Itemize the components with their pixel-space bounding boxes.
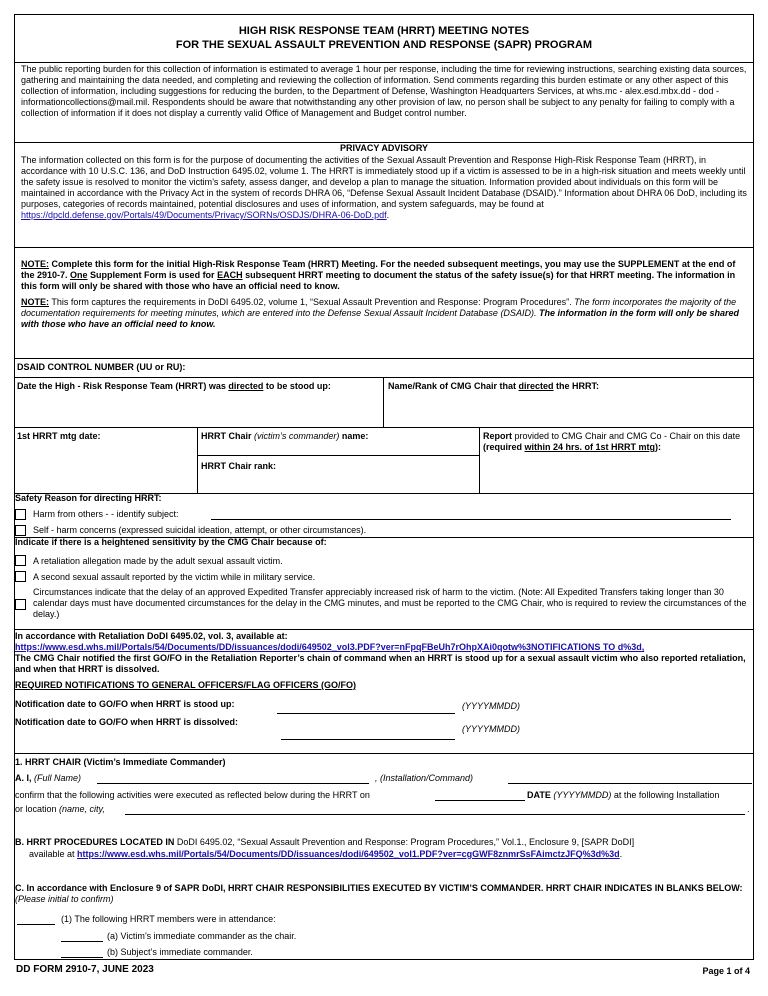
installation-field[interactable] xyxy=(508,783,752,784)
note1-c: Supplement Form is used for xyxy=(87,270,218,280)
form-frame xyxy=(14,14,754,960)
privacy-sorn-link[interactable]: https://dpcld.defense.gov/Portals/49/Documents/Privacy/SORNs/OSDJS/DHRA-06-DoD.pdf xyxy=(21,210,387,220)
form-title xyxy=(15,24,753,52)
full-name-label xyxy=(15,773,81,784)
gofo-dissolved-field[interactable] xyxy=(281,739,455,740)
s1-b-text: DoDI 6495.02, “Sexual Assault Prevention and Response: Program Procedures,” Vol.1., Enclosure 9, [SAPR DoDI] xyxy=(174,837,635,847)
gofo-heading: REQUIRED NOTIFICATIONS TO GENERAL OFFICERS/FLAG OFFICERS (GO/FO) xyxy=(15,680,357,690)
rp-a: provided to CMG Chair and CMG Co - Chair on this date xyxy=(512,431,741,441)
item1a-label: (a) Victim’s immediate commander as the chair. xyxy=(107,931,297,941)
note1-d: subsequent HRRT meeting to document the status of the safety issue(s) for that HRRT meeting. The information in this form will only be shared with those who have an official need to know. xyxy=(21,270,736,291)
s1-loc-i: (name, city, xyxy=(59,804,105,814)
hrrt-date-field[interactable] xyxy=(435,800,525,801)
s1-b-bold: B. HRRT PROCEDURES LOCATED IN xyxy=(15,837,175,847)
self-harm-label: Self - harm concerns (expressed suicidal ideation, attempt, or other circumstances). xyxy=(33,525,367,535)
report-date-label[interactable] xyxy=(483,431,749,453)
note1-a: Complete this form for the initial High-Risk Response Team (HRRT) Meeting. For the needed subsequent meetings, you may use the xyxy=(49,259,618,269)
rp-b1: Report xyxy=(483,431,512,441)
harm-others-checkbox[interactable] xyxy=(15,509,26,520)
location-field[interactable] xyxy=(125,814,745,815)
note2-label: NOTE: xyxy=(21,297,49,307)
privacy-end: . xyxy=(386,210,390,220)
note1-b: SUPPLEMENT at the end of the 2910-7. xyxy=(21,259,736,280)
gofo-stood-up-format: (YYYYMMDD) xyxy=(462,701,520,711)
initial-item1-field[interactable] xyxy=(17,924,55,925)
note2-a: This form captures the requirements in DoDI 6495.02, volume 1, “Sexual Assault Prevention and Response: Program Procedures”. xyxy=(49,297,575,307)
initial-item1b-field[interactable] xyxy=(61,957,103,958)
hc-a: HRRT Chair xyxy=(201,431,255,441)
retaliation-allegation-checkbox[interactable] xyxy=(15,555,26,566)
gofo-stood-up-label: Notification date to GO/FO when HRRT is stood up: xyxy=(15,699,235,709)
note1-one: One xyxy=(70,270,88,280)
privacy-body: The information collected on this form is for the purpose of documenting the activities of the Sexual Assault Prevention and Response High-Risk Response Team (HRRT), in accordance with 10 U.S.C. 136, and DoD Instruction 6495.02, volume 1. The HRRT is immediately stood up if a victim is assessed to be in a high-risk situation and meets weekly until the safety issue is resolved to monitor the victim’s safety, assess danger, and develop a plan to manage the situation. Information provided about individuals on this form will be maintained in accordance with the Privacy Act in the system of records DHRA 06, “Defense Sexual Assault Incident Database (DSAID).” Information about DHRA 06 DoD, including its purposes, categories of records maintained, potential disclosures and uses of information, and system safeguards, may be found at xyxy=(21,155,747,209)
date-label xyxy=(527,790,719,801)
s1-loc-a: or location xyxy=(15,804,57,814)
s1-c-bold: C. In accordance with Enclosure 9 of SAPR DoDI, HRRT CHAIR RESPONSIBILITIES EXECUTED BY VICTIM’S COMMANDER. HRRT CHAIR INDICATES IN BLANKS BELOW: xyxy=(15,883,743,893)
gofo-dissolved-format: (YYYYMMDD) xyxy=(462,724,520,734)
form-number: DD FORM 2910-7, JUNE 2023 xyxy=(16,964,154,975)
subject-field[interactable] xyxy=(211,519,731,520)
s1-c-i: (Please initial to confirm) xyxy=(15,894,114,904)
cc-a: Name/Rank of CMG Chair that xyxy=(388,381,519,391)
s1-date-after: at the following Installation xyxy=(613,790,720,800)
rp-b3: ): xyxy=(655,442,662,452)
note-requirements xyxy=(21,297,747,330)
title-line-1: HIGH RISK RESPONSE TEAM (HRRT) MEETING NOTES xyxy=(238,25,530,37)
rp-b2: (required xyxy=(483,442,525,452)
directed-date-label[interactable] xyxy=(17,381,331,392)
location-label xyxy=(15,804,105,815)
s1-b-end: . xyxy=(619,849,623,859)
s1-date-b: DATE xyxy=(527,790,551,800)
cc-b: the HRRT: xyxy=(553,381,600,391)
item1-label: (1) The following HRRT members were in attendance: xyxy=(61,914,276,924)
responsibilities-heading xyxy=(15,883,747,905)
gofo-stood-up-field[interactable] xyxy=(277,713,455,714)
initial-item1a-field[interactable] xyxy=(61,941,103,942)
location-end: . xyxy=(747,804,750,814)
note1-each: EACH xyxy=(217,270,243,280)
full-name-field[interactable] xyxy=(97,783,369,784)
expedited-transfer-checkbox[interactable] xyxy=(15,599,26,610)
retaliation-link[interactable]: https://www.esd.whs.mil/Portals/54/Documents/DD/issuances/dodi/649502_vol3.PDF?ver=nFpqFBeUh7rOhpXAi0qotw%3NOTIFICATIONS TO d%3d, xyxy=(15,642,645,652)
s1-a-label: A. I, xyxy=(15,773,32,783)
gofo-dissolved-label: Notification date to GO/FO when HRRT is dissolved: xyxy=(15,717,239,727)
cmg-chair-label[interactable] xyxy=(388,381,599,392)
title-line-2: FOR THE SEXUAL ASSAULT PREVENTION AND RESPONSE (SAPR) PROGRAM xyxy=(175,39,593,51)
dd-b: to be stood up: xyxy=(263,381,331,391)
confirm-text: confirm that the following activities were executed as reflected below during the HRRT on xyxy=(15,790,370,800)
first-mtg-date-label[interactable]: 1st HRRT mtg date: xyxy=(17,431,101,441)
procedures-link[interactable]: https://www.esd.whs.mil/Portals/54/Documents/DD/issuances/dodi/649502_vol1.PDF?ver=cgGWF8znmrSsFAimctzJFQ%3d%3d xyxy=(77,849,620,859)
dd-a: Date the High - Risk Response Team (HRRT) was xyxy=(17,381,229,391)
note2-b: The form incorporates the majority of the documentation requirements for meeting minutes, which are entered into the Defense Sexual Assault Incident Database (DSAID). xyxy=(21,297,737,318)
self-harm-checkbox[interactable] xyxy=(15,525,26,536)
privacy-heading: PRIVACY ADVISORY xyxy=(339,143,429,153)
procedures-avail xyxy=(29,849,622,860)
hc-b: name: xyxy=(339,431,369,441)
s1-a-name: (Full Name) xyxy=(34,773,82,783)
retaliation-ref: In accordance with Retaliation DoDI 6495.02, vol. 3, available at: xyxy=(15,631,288,641)
s1-date-fmt: (YYYYMMDD) xyxy=(553,790,612,800)
privacy-text xyxy=(21,155,747,221)
dd-u: directed xyxy=(228,381,264,391)
note1-label: NOTE: xyxy=(21,259,49,269)
hrrt-chair-rank-label[interactable]: HRRT Chair rank: xyxy=(201,461,277,471)
harm-others-label: Harm from others - - identify subject: xyxy=(33,509,179,519)
note-initial xyxy=(21,259,747,292)
burden-statement: The public reporting burden for this collection of information is estimated to average 1 hour per response, including the time for reviewing instructions, searching existing data sources, gathering and maintaining the data needed, and completing and reviewing the collection of information. Send comments regarding this burden estimate or any other aspect of this collection of information, including suggestions for reducing the burden, to the Department of Defense, Washington Headquarters Services, at whs.mc - alex.esd.mbx.dd - dod - informationcollections@mail.mil. Respondents should be aware that notwithstanding any other provision of law, no person shall be subject to any penalty for failing to comply with a collection of information if it does not display a currently valid Office of Management and Budget control number. xyxy=(21,64,747,118)
section1-heading: 1. HRRT CHAIR (Victim’s Immediate Commander) xyxy=(15,757,226,767)
sensitivity-heading: Indicate if there is a heightened sensitivity by the CMG Chair because of: xyxy=(15,537,327,547)
procedures-ref xyxy=(15,837,747,848)
retaliation-allegation-label: A retaliation allegation made by the adult sexual assault victim. xyxy=(33,556,283,566)
retaliation-notified: The CMG Chair notified the first GO/FO in the Retaliation Reporter’s chain of command when an HRRT is stood up for a sexual assault victim who also reported retaliation, and when that HRRT is dissolved. xyxy=(15,653,746,674)
hrrt-chair-name-label[interactable] xyxy=(201,431,368,442)
page-number: Page 1 of 4 xyxy=(702,966,750,976)
second-assault-label: A second sexual assault reported by the victim while in military service. xyxy=(33,572,316,582)
hc-i: (victim’s commander) xyxy=(254,431,340,441)
rp-u: within 24 hrs. of 1st HRRT mtg xyxy=(524,442,656,452)
s1-b-avail: available at xyxy=(29,849,78,859)
cc-u: directed xyxy=(518,381,554,391)
note2-c: The information in the form will only be shared with those who have an official need to know. xyxy=(21,308,739,329)
safety-heading: Safety Reason for directing HRRT: xyxy=(15,493,162,503)
item1b-label: (b) Subject’s immediate commander. xyxy=(107,947,253,957)
second-assault-checkbox[interactable] xyxy=(15,571,26,582)
dsaid-label: DSAID CONTROL NUMBER (UU or RU): xyxy=(17,362,186,372)
expedited-transfer-label: Circumstances indicate that the delay of an approved Expedited Transfer appreciably increased risk of harm to the victim. (Note: All Expedited Transfers taking longer than 30 calendar days must have documented circumstances for the delay in the CMG minutes, and must be reported to the CMG Chair, who is required to review the circumstances of the delay.) xyxy=(33,587,747,619)
installation-label: , (Installation/Command) xyxy=(375,773,474,783)
